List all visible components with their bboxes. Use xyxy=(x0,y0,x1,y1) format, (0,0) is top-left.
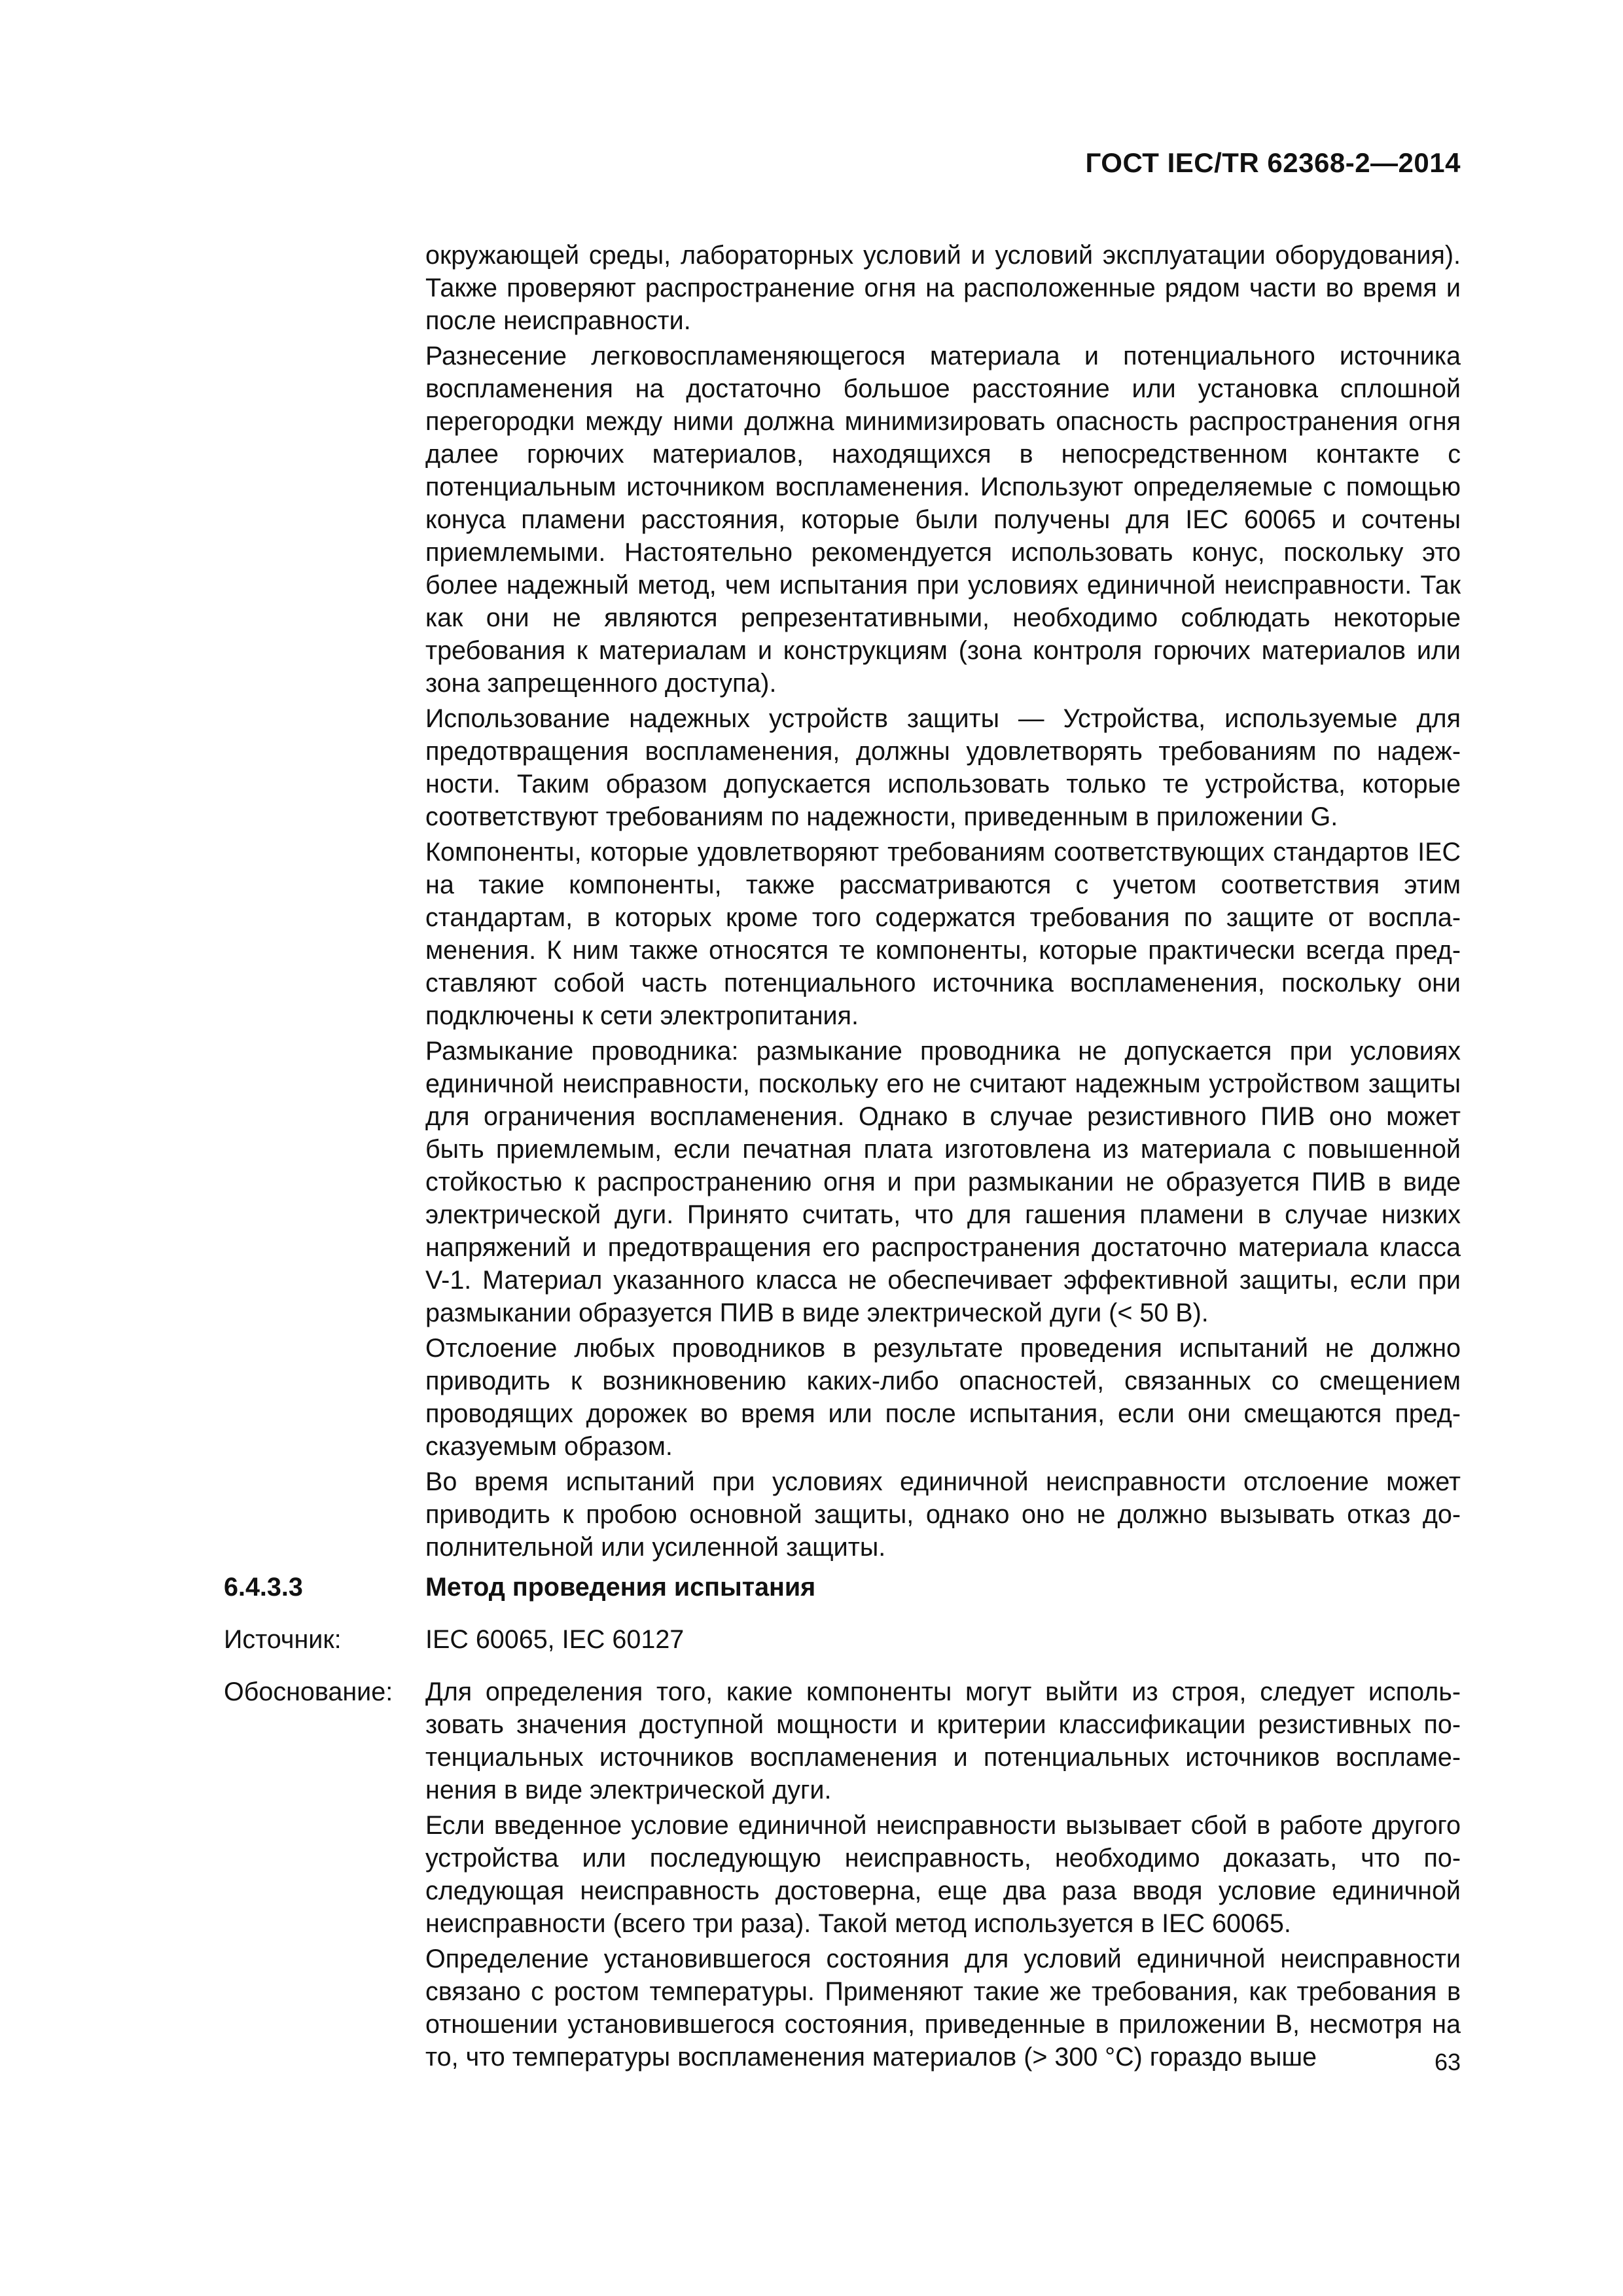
page-number: 63 xyxy=(1434,2049,1461,2075)
paragraph: Во время испытаний при условиях единичной неисправности отслоение может приводить к пробою основной защиты, однако оно не должно вызывать отказ дополнительной или усиленной защиты. xyxy=(425,1467,1461,1562)
source-label: Источник: xyxy=(224,1625,342,1654)
section-title: Метод проведения испытания xyxy=(425,1573,816,1602)
paragraph: Для определения того, какие компоненты могут выйти из строя, следует использовать значения доступной мощности и критерии классификации резистивных потенциальных источников воспламенения и потенциальных источников воспламенения в виде электрической дуги. xyxy=(425,1677,1461,1804)
reason-text xyxy=(425,1676,1461,2076)
reason-label: Обоснование: xyxy=(224,1677,393,1706)
paragraph: Использование надежных устройств защиты — Устройства, используемые для предотвращения воспламенения, должны удовлетворять требованиям по надежности. Таким образом допускается использовать только те устройства, которые соответствуют требованиям по надежности, приведенным в приложении G. xyxy=(425,704,1461,831)
paragraph: Компоненты, которые удовлетворяют требованиям соответствующих стандартов IEC на такие компоненты, также рассматриваются с учетом соответствия этим стандартам, в которых кроме того содержатся требования по защите от воспламенения. К ним также относятся те компоненты, которые практически всегда представляют собой часть потенциального источника воспламенения, поскольку они подключены к сети электропитания. xyxy=(425,838,1461,1030)
paragraph: окружающей среды, лабораторных условий и условий эксплуатации оборудования). Также проверяют распространение огня на расположенные рядом части во время и после неисправности. xyxy=(425,241,1461,335)
paragraph: Размыкание проводника: размыкание проводника не допускается при условиях единичной неисправности, поскольку его не считают надежным устройством защиты для ограничения воспламенения. Однако в случае резистивного ПИВ оно может быть приемлемым, если печатная плата изготовлена из материала с повышенной стойкостью к распространению огня и при размыкании не образуется ПИВ в виде электрической дуги. Принято считать, что для гашения пламени в случае низких напряжений и предотвращения его распространения достаточно материала класса V-1. Материал указанного класса не обеспечивает эффективной защиты, если при размыкании образуется ПИВ в виде электрической дуги (< 50 В). xyxy=(425,1037,1461,1327)
body-text xyxy=(425,239,1461,1566)
document-header: ГОСТ IEC/TR 62368-2—2014 xyxy=(1085,147,1461,178)
paragraph: Отслоение любых проводников в результате проведения испытаний не должно приводить к возникновению каких-либо опасностей, связанных со смещением проводящих дорожек во время или после испытания, если они смещаются предсказуемым образом. xyxy=(425,1334,1461,1461)
paragraph: Определение установившегося состояния для условий единичной неисправности связано с ростом температуры. Применяют такие же требования, как требования в отношении установившегося состояния, приведенные в приложении В, несмотря на то, что температуры воспламенения материалов (> 300 °С) гораздо выше xyxy=(425,1945,1461,2072)
section-number: 6.4.3.3 xyxy=(224,1573,303,1602)
source-value: IEC 60065, IEC 60127 xyxy=(425,1625,685,1654)
paragraph: Разнесение легковоспламеняющегося материала и потенциального источника воспламенения на достаточно большое расстояние или установка сплошной перегородки между ними должна минимизировать опасность распространения огня далее горючих материалов, находящихся в непосредственном контакте с потенциальным источником воспламенения. Используют определяемые с помощью конуса пламени расстояния, которые были получены для IEC 60065 и сочтены приемлемыми. Настоятельно рекомендуется использовать конус, поскольку это более надежный метод, чем испытания при условиях единичной неисправности. Так как они не являются репрезентативными, необходимо соблюдать некоторые требования к материалам и конструкциям (зона контроля горючих материалов или зона запрещенного доступа). xyxy=(425,342,1461,698)
paragraph: Если введенное условие единичной неисправности вызывает сбой в работе другого устройства или последующую неисправность, необходимо доказать, что последующая неисправность достоверна, еще два раза вводя условие единичной неисправности (всего три раза). Такой метод используется в IEC 60065. xyxy=(425,1811,1461,1938)
